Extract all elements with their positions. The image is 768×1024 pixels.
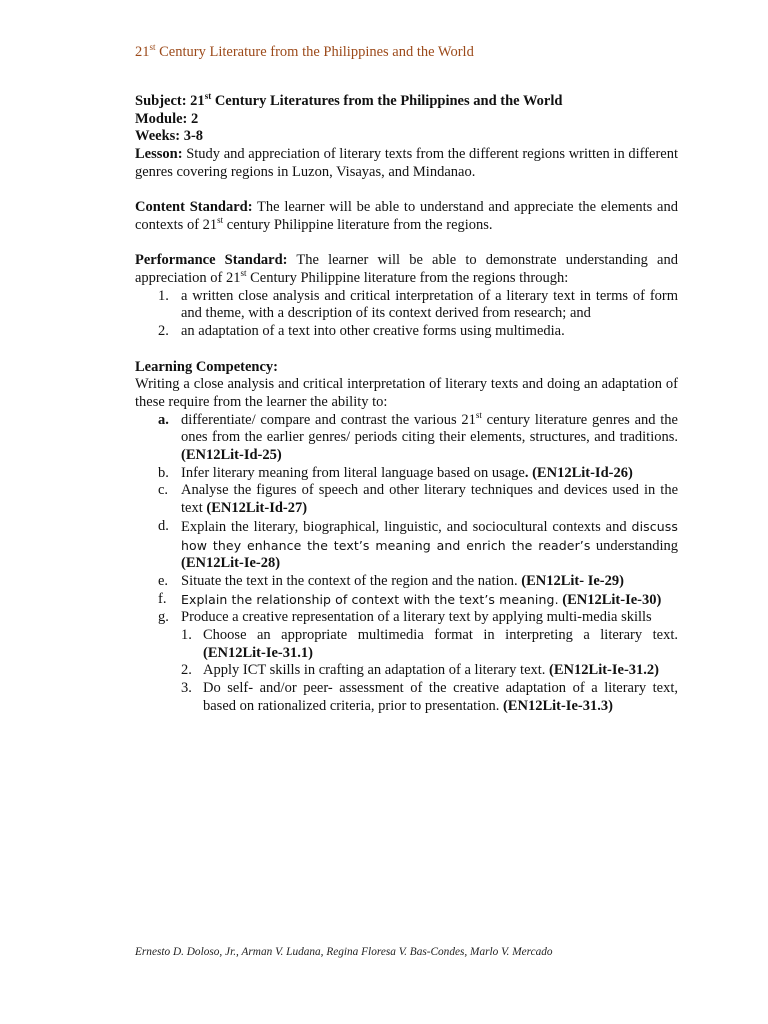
competency-code: (EN12Lit-Ie-31.3) [502,697,613,714]
competency-code: (EN12Lit-Id-27) [206,500,308,517]
list-item-text: century literature genres and the ones from the earlier genres/ periods citing their elements, structures, and traditions. [181,411,678,446]
list-item-text: Explain the relationship of context with the text’s meaning. [181,591,559,607]
subject-rest: Century Literatures from the Philippines and the World [211,93,563,109]
list-item-text: understanding [590,537,678,554]
content-standard-text-end: century Philippine literature from the regions. [223,216,493,233]
list-item [135,518,678,573]
competency-code: . (EN12Lit-Id-26) [524,464,633,481]
performance-standard-text: The learner will be able to demonstrate understanding and appreciation of 21 [135,252,678,286]
list-item-text: a written close analysis and critical interpretation of a literary text in terms of form and theme, with a description of its context derived from research; and [181,287,678,322]
competency-code: (EN12Lit-Id-25) [181,447,282,464]
list-number: 1. [181,627,192,644]
list-marker: f. [158,590,167,607]
header-prefix: 21 [135,44,150,60]
list-item-text: Infer literary meaning from literal language based on usage [181,464,525,481]
lesson-text: Study and appreciation of literary texts from the different regions written in different genres covering regions in Luzon, Visayas, and Mindanao. [135,146,678,180]
list-item-text: discuss how they enhance the text’s meaning and enrich the reader’s [181,518,678,553]
list-number: 2. [158,323,169,340]
list-marker: e. [158,572,169,589]
document-body [135,93,678,716]
list-number: 2. [181,662,192,679]
list-item-text: Apply ICT skills in crafting an adaptation of a literary text. [203,662,550,679]
list-marker: c. [158,482,169,499]
subject-sup: st [204,91,212,102]
list-item [135,591,678,610]
subject-line [135,93,678,111]
list-marker: a. [158,411,169,428]
list-number: 3. [181,680,192,697]
competency-code: (EN12Lit-Ie-31.1) [203,644,313,661]
list-item-text: Analyse the figures of speech and other literary techniques and devices used in the text [181,482,678,517]
list-item [135,288,678,323]
performance-standard-label: Performance Standard: [135,252,288,269]
competency-code: (EN12Lit- Ie-29) [521,572,624,589]
content-standard-text: The learner will be able to understand and appreciate the elements and contexts of 21 [135,199,678,233]
list-item [135,323,678,341]
performance-standard-text-end: Century Philippine literature from the regions through: [246,270,569,286]
list-item-text: differentiate/ compare and contrast the various 21 [181,411,476,428]
competency-code: (EN12Lit-Ie-30) [558,591,662,608]
competency-code: (EN12Lit-Ie-28) [181,555,281,572]
subject-label: Subject: 21 [135,93,205,109]
module-line: Module: 2 [135,110,199,127]
lesson-paragraph [135,146,678,181]
weeks-line: Weeks: 3-8 [135,128,204,145]
list-item [135,409,678,465]
sub-competency-list [135,627,678,716]
content-standard-sup: st [217,215,224,226]
list-item-sup: st [475,409,482,420]
list-item-text: an adaptation of a text into other creative forms using multimedia. [181,323,565,340]
performance-standard-paragraph [135,252,678,287]
list-item-text: Situate the text in the context of the region and the nation. [181,572,522,589]
performance-list [135,288,678,341]
list-item [135,662,678,680]
list-marker: d. [158,517,169,534]
list-marker: b. [158,464,169,481]
competency-list [135,409,678,627]
learning-competency-intro: Writing a close analysis and critical interpretation of literary texts and doing an adaptation of these require from the learner the ability to: [135,376,678,410]
list-item-text: Choose an appropriate multimedia format in interpreting a literary text. [203,627,678,644]
list-item-text: Explain the literary, biographical, linguistic, and sociocultural contexts and [181,518,632,535]
list-item [135,627,678,662]
list-marker: g. [158,609,169,626]
competency-code: (EN12Lit-Ie-31.2) [549,662,659,679]
page-header [135,44,695,61]
lesson-label: Lesson: [135,146,183,163]
content-standard-paragraph [135,199,678,234]
page-footer: Ernesto D. Doloso, Jr., Arman V. Ludana, Regina Floresa V. Bas-Condes, Marlo V. Mercado [135,946,553,958]
content-standard-label: Content Standard: [135,199,253,216]
list-number: 1. [158,287,169,304]
list-item [135,680,678,715]
list-item-text: Produce a creative representation of a literary text by applying multi-media skills [181,609,652,626]
list-item [135,465,678,483]
list-item-text: Do self- and/or peer- assessment of the creative adaptation of a literary text, based on rationalized criteria, prior to presentation. [203,680,678,714]
list-item [135,609,678,627]
performance-standard-sup: st [240,268,247,279]
list-item [135,573,678,591]
header-sup: st [149,42,156,53]
header-title: Century Literature from the Philippines and the World [155,44,474,60]
learning-competency-heading: Learning Competency: [135,358,278,375]
list-item [135,482,678,517]
